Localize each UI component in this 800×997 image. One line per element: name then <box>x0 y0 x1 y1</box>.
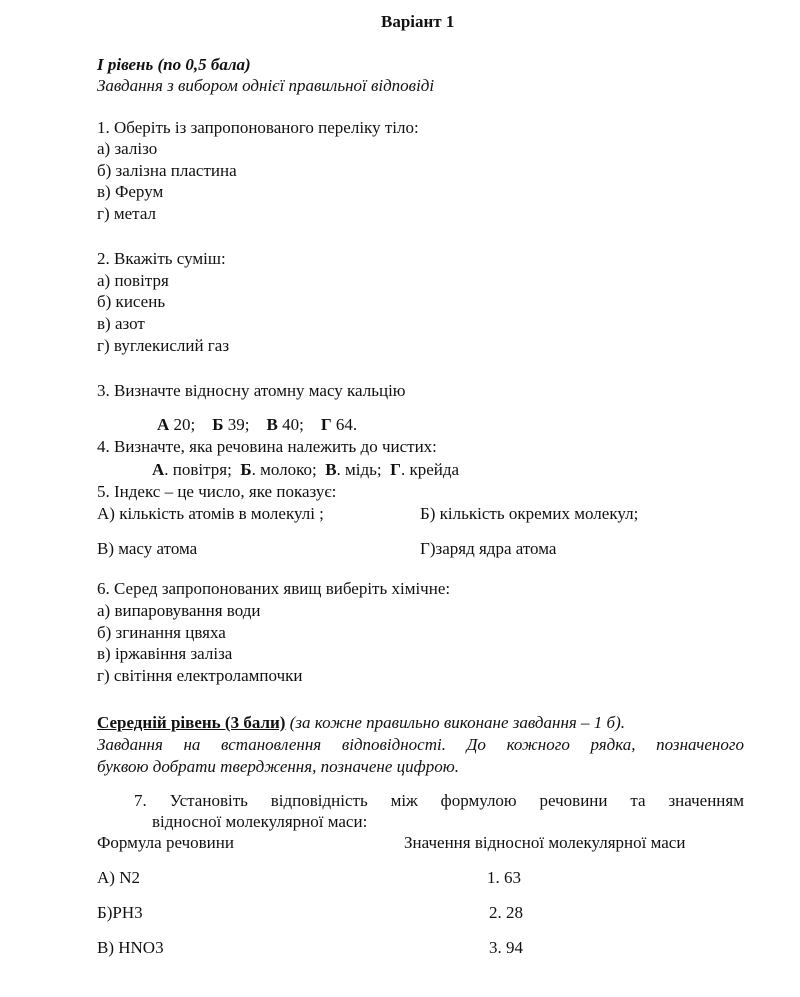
answer-letter: А <box>157 415 170 434</box>
question-4-answers <box>152 460 459 480</box>
question-1-option-b: б) залізна пластина <box>97 161 237 180</box>
question-1-option-v: в) Ферум <box>97 182 164 201</box>
answer-value: . повітря; <box>164 460 232 479</box>
column-header-molar-mass: Значення відносної молекулярної маси <box>404 833 686 852</box>
variant-title: Варіант 1 <box>381 12 455 31</box>
match-row-value: 3. 94 <box>489 938 523 957</box>
answer-letter: Г <box>320 415 332 434</box>
question-2-option-v: в) азот <box>97 314 145 333</box>
answer-value: 40; <box>277 415 304 434</box>
level2-instruction-line-2: буквою добрати твердження, позначене цифрою. <box>97 757 459 776</box>
question-1-option-a: а) залізо <box>97 139 158 158</box>
answer-value: 64. <box>331 415 358 434</box>
answer-letter: Б <box>240 460 252 479</box>
question-6-option-v: в) іржавіння заліза <box>97 644 233 663</box>
answer-letter: В <box>266 415 278 434</box>
question-2-option-b: б) кисень <box>97 292 166 311</box>
level2-scoring-note: (за кожне правильно виконане завдання – 1 б). <box>289 713 626 732</box>
answer-value: 39; <box>223 415 250 434</box>
level2-heading: Середній рівень (3 бали) <box>97 713 286 732</box>
answer-letter: А <box>152 460 165 479</box>
question-7-text-line-2: відносної молекулярної маси: <box>152 812 368 831</box>
match-row-value: 2. 28 <box>489 903 523 922</box>
level1-heading: І рівень (по 0,5 бала) <box>97 55 251 74</box>
question-1-text: 1. Оберіть із запропонованого переліку тіло: <box>97 118 419 137</box>
question-3-answers <box>157 415 357 435</box>
question-6-text: 6. Серед запропонованих явищ виберіть хімічне: <box>97 579 451 598</box>
question-5-option-v: В) масу атома <box>97 539 198 558</box>
level2-heading-line <box>97 713 625 733</box>
question-6-option-a: а) випаровування води <box>97 601 261 620</box>
level1-subheading: Завдання з вибором однієї правильної відповіді <box>97 76 435 95</box>
question-6-option-b: б) згинання цвяха <box>97 623 226 642</box>
answer-letter: Г <box>390 460 401 479</box>
answer-value: . мідь; <box>336 460 382 479</box>
answer-letter: Б <box>212 415 224 434</box>
answer-letter: В <box>325 460 337 479</box>
answer-value: . крейда <box>400 460 460 479</box>
question-2-option-g: г) вуглекислий газ <box>97 336 230 355</box>
question-2-text: 2. Вкажіть суміш: <box>97 249 226 268</box>
question-5-option-b: Б) кількість окремих молекул; <box>420 504 639 523</box>
question-5-text: 5. Індекс – це число, яке показує: <box>97 482 337 501</box>
question-1-option-g: г) метал <box>97 204 157 223</box>
column-header-formula: Формула речовини <box>97 833 234 852</box>
question-5-option-g: Г)заряд ядра атома <box>420 539 557 558</box>
match-row-formula: А) N2 <box>97 868 140 887</box>
question-6-option-g: г) світіння електролампочки <box>97 666 303 685</box>
level2-instruction-line-1: Завдання на встановлення відповідності. До кожного рядка, позначеного <box>97 735 744 754</box>
question-3-text: 3. Визначте відносну атомну масу кальцію <box>97 381 406 400</box>
match-row-formula: Б)PH3 <box>97 903 143 922</box>
question-2-option-a: а) повітря <box>97 271 169 290</box>
match-row-value: 1. 63 <box>487 868 521 887</box>
question-7-text-line-1: 7. Установіть відповідність між формулою речовини та значенням <box>134 791 744 810</box>
answer-value: 20; <box>169 415 196 434</box>
match-row-formula: В) HNO3 <box>97 938 164 957</box>
question-5-option-a: А) кількість атомів в молекулі ; <box>97 504 324 523</box>
question-4-text: 4. Визначте, яка речовина належить до чистих: <box>97 437 437 456</box>
answer-value: . молоко; <box>251 460 317 479</box>
